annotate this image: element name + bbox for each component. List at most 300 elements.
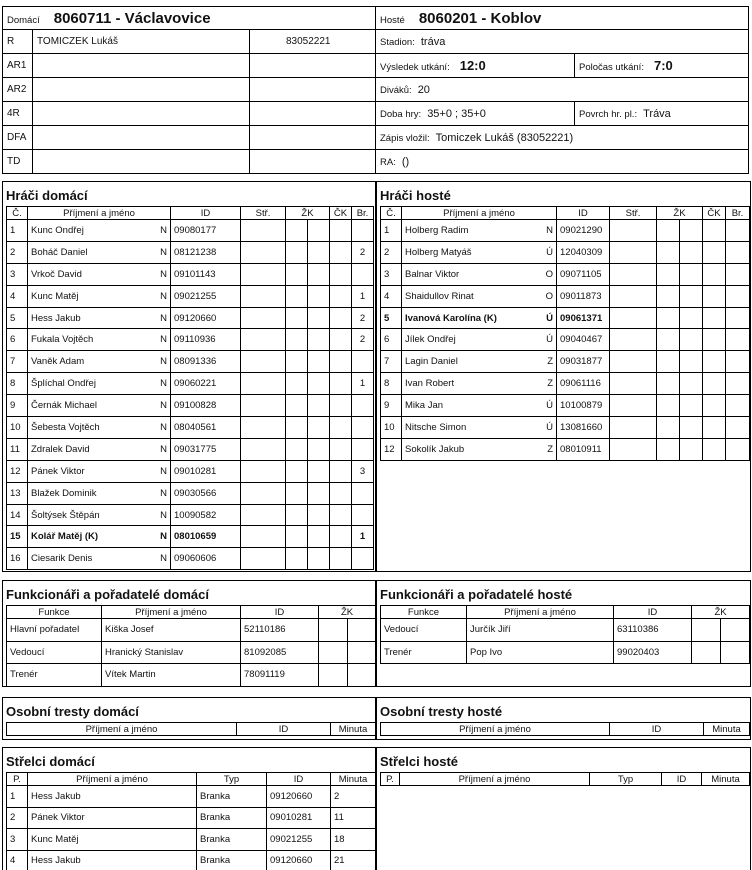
column-header: Typ: [197, 773, 267, 786]
column-header: ČK: [703, 207, 726, 220]
shots-cell: [610, 307, 657, 329]
player-id: 09040467: [557, 329, 610, 351]
player-name: Mika Jan: [405, 400, 444, 412]
penalties-away-title: Osobní tresty hosté: [380, 704, 503, 719]
player-name: Nitsche Simon: [405, 421, 467, 433]
referee-role: TD: [3, 150, 33, 174]
player-id: 09010281: [171, 460, 241, 482]
goal-type: Branka: [197, 807, 267, 829]
officials-away-title: Funkcionáři a pořadatelé hosté: [380, 587, 573, 602]
official-role: Vedoucí: [381, 619, 467, 642]
table-row: [381, 373, 750, 395]
yellow-card-cell: [348, 664, 376, 687]
player-category: N: [160, 246, 167, 258]
shots-cell: [241, 329, 286, 351]
goals-cell: [726, 220, 750, 242]
player-category: Z: [547, 443, 553, 455]
scorers-away-title: Střelci hosté: [380, 754, 459, 769]
referee-id: [250, 78, 376, 102]
column-header: P.: [7, 773, 28, 786]
player-category: N: [160, 312, 167, 324]
shots-cell: [241, 482, 286, 504]
scorers-home-table: [6, 772, 376, 870]
yellow-card-split: [286, 264, 308, 285]
goal-type: Branka: [197, 850, 267, 870]
scorers-away-section: [376, 747, 751, 870]
home-team-cell: [3, 7, 376, 30]
ra-value: (): [401, 155, 410, 168]
column-header: Příjmení a jméno: [381, 723, 610, 736]
player-number: 10: [7, 417, 28, 439]
yellow-card-cell: [286, 460, 330, 482]
players-home-title: Hráči domácí: [6, 188, 88, 203]
player-id: 08010911: [557, 438, 610, 460]
table-row: [7, 829, 376, 851]
yellow-card-cell: [657, 438, 703, 460]
player-id: 08040561: [171, 417, 241, 439]
scorer-id: 09120660: [267, 786, 331, 808]
player-name-cell: [28, 482, 171, 504]
yellow-card-cell: [286, 373, 330, 395]
table-row: [7, 460, 374, 482]
player-name: Vaněk Adam: [31, 356, 85, 368]
player-name: Šplíchal Ondřej: [31, 378, 96, 390]
player-name: Holberg Radim: [405, 224, 469, 236]
referee-role: DFA: [3, 126, 33, 150]
goal-type: Branka: [197, 829, 267, 851]
player-number: 4: [381, 285, 402, 307]
yellow-card-split: [657, 417, 680, 438]
red-card-cell: [330, 526, 352, 548]
column-header: Příjmení a jméno: [467, 606, 614, 619]
player-category: Z: [547, 378, 553, 390]
goals-cell: [726, 285, 750, 307]
goals-cell: [352, 220, 374, 242]
yellow-card-split: [286, 461, 308, 482]
player-id: 09061116: [557, 373, 610, 395]
column-header: Minuta: [331, 773, 376, 786]
player-name-cell: [402, 263, 557, 285]
player-name-cell: [402, 438, 557, 460]
player-number: 10: [381, 417, 402, 439]
column-header: Funkce: [7, 606, 102, 619]
red-card-cell: [330, 482, 352, 504]
red-card-cell: [330, 307, 352, 329]
goals-cell: [726, 263, 750, 285]
shots-cell: [241, 285, 286, 307]
recorder-cell: [376, 126, 749, 150]
yellow-card-split: [286, 526, 308, 547]
penalties-away-section: [376, 697, 751, 740]
player-number: 15: [7, 526, 28, 548]
player-name: Balnar Viktor: [405, 268, 460, 280]
referee-id: [250, 150, 376, 174]
away-caption: Hosté: [380, 14, 405, 26]
referee-role: R: [3, 30, 33, 54]
player-name-cell: [28, 329, 171, 351]
table-row: [381, 285, 750, 307]
stadium-value: tráva: [420, 35, 446, 48]
player-number: 12: [381, 438, 402, 460]
player-category: N: [160, 356, 167, 368]
official-role: Vedoucí: [7, 641, 102, 664]
table-row: [7, 786, 376, 808]
spectators-value: 20: [417, 83, 430, 96]
yellow-card-cell: [721, 619, 750, 642]
player-category: N: [160, 290, 167, 302]
shots-cell: [241, 373, 286, 395]
table-row: [381, 241, 750, 263]
player-name: Černák Michael: [31, 400, 97, 412]
yellow-card-cell: [286, 417, 330, 439]
yellow-card-split: [286, 505, 308, 526]
yellow-card-cell: [286, 263, 330, 285]
official-role: Trenér: [7, 664, 102, 687]
red-card-cell: [703, 220, 726, 242]
yellow-card-cell: [286, 241, 330, 263]
yellow-card-cell: [721, 641, 750, 664]
referee-name: [33, 54, 250, 78]
yellow-card-split: [657, 351, 680, 372]
player-number: 16: [7, 548, 28, 570]
player-name: Holberg Matyáš: [405, 246, 472, 258]
column-header: Příjmení a jméno: [28, 207, 171, 220]
player-id: 08121238: [171, 241, 241, 263]
scorer-id: 09120660: [267, 850, 331, 870]
scorers-home-title: Střelci domácí: [6, 754, 95, 769]
player-name: Pánek Viktor: [31, 465, 85, 477]
player-id: 09031877: [557, 351, 610, 373]
player-name-cell: [28, 438, 171, 460]
duration-cell: [376, 102, 575, 126]
player-id: 08010659: [171, 526, 241, 548]
scorer-order: 4: [7, 850, 28, 870]
red-card-cell: [330, 438, 352, 460]
scorers-home-section: [2, 747, 376, 870]
shots-cell: [610, 417, 657, 439]
player-number: 5: [381, 307, 402, 329]
player-name: Blažek Dominik: [31, 487, 97, 499]
player-id: 12040309: [557, 241, 610, 263]
player-name: Sokolík Jakub: [405, 443, 465, 455]
goals-cell: [352, 548, 374, 570]
shots-cell: [241, 438, 286, 460]
player-name-cell: [28, 220, 171, 242]
yellow-card-cell: [657, 263, 703, 285]
goal-minute: 21: [331, 850, 376, 870]
player-number: 9: [381, 395, 402, 417]
player-id: 09120660: [171, 307, 241, 329]
column-header: Typ: [590, 773, 662, 786]
player-category: O: [545, 290, 553, 302]
shots-cell: [610, 329, 657, 351]
column-header: ID: [237, 723, 331, 736]
column-header: Příjmení a jméno: [102, 606, 241, 619]
official-name: Pop Ivo: [467, 641, 614, 664]
table-row: [7, 307, 374, 329]
player-id: 09060221: [171, 373, 241, 395]
player-id: 10090582: [171, 504, 241, 526]
red-card-cell: [330, 263, 352, 285]
official-name: Vítek Martin: [102, 664, 241, 687]
shots-cell: [241, 307, 286, 329]
officials-away-header: [381, 606, 750, 619]
goals-cell: [726, 373, 750, 395]
yellow-card-split: [286, 242, 308, 263]
scorer-name: Hess Jakub: [28, 786, 197, 808]
goals-cell: [726, 329, 750, 351]
player-name-cell: [402, 220, 557, 242]
halftime-label: Poločas utkání:: [579, 62, 644, 73]
table-row: [7, 285, 374, 307]
goals-cell: [352, 438, 374, 460]
duration-label: Doba hry:: [380, 108, 422, 120]
ra-label: RA:: [380, 156, 396, 168]
spectators-label: Diváků:: [380, 84, 412, 96]
table-row: [381, 220, 750, 242]
official-role: Hlavní pořadatel: [7, 619, 102, 642]
player-number: 1: [7, 220, 28, 242]
yellow-card-cell: [692, 619, 721, 642]
red-card-cell: [703, 241, 726, 263]
official-role: Trenér: [381, 641, 467, 664]
player-name: Šebesta Vojtěch: [31, 421, 100, 433]
yellow-card-split: [286, 395, 308, 416]
player-category: N: [160, 465, 167, 477]
goals-cell: 2: [352, 307, 374, 329]
player-number: 2: [7, 241, 28, 263]
goals-cell: [726, 438, 750, 460]
goals-cell: [726, 241, 750, 263]
referee-id: [250, 102, 376, 126]
player-id: 13081660: [557, 417, 610, 439]
player-name: Kolář Matěj (K): [31, 531, 99, 543]
yellow-card-cell: [657, 373, 703, 395]
player-number: 11: [7, 438, 28, 460]
player-category: N: [160, 400, 167, 412]
referee-id: 83052221: [250, 30, 376, 54]
player-name: Kunc Matěj: [31, 290, 79, 302]
player-number: 1: [381, 220, 402, 242]
shots-cell: [241, 460, 286, 482]
shots-cell: [610, 438, 657, 460]
referee-name: [33, 126, 250, 150]
player-number: 12: [7, 460, 28, 482]
player-number: 3: [381, 263, 402, 285]
officials-home-title: Funkcionáři a pořadatelé domácí: [6, 587, 209, 602]
goal-type: Branka: [197, 786, 267, 808]
scorer-name: Hess Jakub: [28, 850, 197, 870]
yellow-card-cell: [657, 351, 703, 373]
shots-cell: [241, 241, 286, 263]
official-name: Jurčík Jiří: [467, 619, 614, 642]
player-category: N: [160, 509, 167, 521]
player-name-cell: [28, 460, 171, 482]
scorer-name: Kunc Matěj: [28, 829, 197, 851]
table-row: [381, 619, 750, 642]
scorers-away-table: [380, 772, 750, 786]
column-header: ŽK: [319, 606, 376, 619]
column-header: Minuta: [331, 723, 376, 736]
away-team-cell: [376, 7, 749, 30]
spectators-cell: [376, 78, 749, 102]
match-header: [2, 6, 749, 174]
goal-minute: 11: [331, 807, 376, 829]
column-header: ČK: [330, 207, 352, 220]
official-id: 63110386: [614, 619, 692, 642]
yellow-card-cell: [319, 664, 348, 687]
yellow-card-cell: [657, 241, 703, 263]
players-away-section: [376, 181, 751, 572]
red-card-cell: [703, 285, 726, 307]
yellow-card-cell: [319, 641, 348, 664]
yellow-card-cell: [657, 329, 703, 351]
column-header: ID: [610, 723, 704, 736]
table-row: [7, 329, 374, 351]
player-category: Ú: [546, 246, 553, 258]
column-header: ŽK: [692, 606, 750, 619]
shots-cell: [610, 263, 657, 285]
shots-cell: [610, 395, 657, 417]
surface-cell: [575, 102, 749, 126]
yellow-card-cell: [286, 548, 330, 570]
player-number: 8: [7, 373, 28, 395]
penalties-away-table: [380, 722, 750, 736]
player-number: 4: [7, 285, 28, 307]
column-header: ID: [267, 773, 331, 786]
official-id: 81092085: [241, 641, 319, 664]
shots-cell: [241, 351, 286, 373]
red-card-cell: [703, 417, 726, 439]
goals-cell: [352, 482, 374, 504]
player-id: 09060606: [171, 548, 241, 570]
player-category: Ú: [546, 400, 553, 412]
player-name-cell: [402, 395, 557, 417]
player-category: N: [160, 378, 167, 390]
player-name-cell: [402, 417, 557, 439]
yellow-card-split: [657, 220, 680, 241]
player-id: 09061371: [557, 307, 610, 329]
column-header: Č.: [381, 207, 402, 220]
column-header: Příjmení a jméno: [400, 773, 590, 786]
yellow-card-split: [657, 395, 680, 416]
players-home-table: [6, 206, 374, 570]
player-category: N: [160, 553, 167, 565]
referee-name: [33, 102, 250, 126]
column-header: Br.: [726, 207, 750, 220]
player-name-cell: [28, 417, 171, 439]
player-name: Ivan Robert: [405, 378, 455, 390]
red-card-cell: [330, 504, 352, 526]
player-name-cell: [402, 329, 557, 351]
players-home-section: [2, 181, 376, 572]
player-id: 09021255: [171, 285, 241, 307]
player-number: 7: [7, 351, 28, 373]
away-team-name: 8060201 - Koblov: [418, 9, 542, 27]
red-card-cell: [330, 548, 352, 570]
table-row: [7, 241, 374, 263]
result-cell: [376, 54, 575, 78]
player-id: 09101143: [171, 263, 241, 285]
red-card-cell: [703, 263, 726, 285]
yellow-card-cell: [286, 526, 330, 548]
player-id: 09021290: [557, 220, 610, 242]
recorder-label: Zápis vložil:: [380, 132, 430, 144]
home-team-name: 8060711 - Václavovice: [53, 9, 211, 27]
yellow-card-cell: [286, 351, 330, 373]
yellow-card-cell: [286, 307, 330, 329]
player-category: N: [160, 224, 167, 236]
column-header: ID: [241, 606, 319, 619]
player-category: N: [160, 487, 167, 499]
referee-name: [33, 78, 250, 102]
player-category: Ú: [546, 312, 553, 324]
player-number: 8: [381, 373, 402, 395]
player-name-cell: [28, 263, 171, 285]
players-away-table: [380, 206, 750, 461]
player-id: 09031775: [171, 438, 241, 460]
player-name: Hess Jakub: [31, 312, 81, 324]
player-name-cell: [28, 307, 171, 329]
player-name-cell: [402, 373, 557, 395]
player-name: Shaidullov Rinat: [405, 290, 474, 302]
player-number: 7: [381, 351, 402, 373]
column-header: ŽK: [657, 207, 703, 220]
table-row: [381, 438, 750, 460]
yellow-card-cell: [286, 285, 330, 307]
red-card-cell: [330, 395, 352, 417]
scorer-order: 2: [7, 807, 28, 829]
goals-cell: 1: [352, 285, 374, 307]
player-number: 13: [7, 482, 28, 504]
red-card-cell: [703, 438, 726, 460]
goals-cell: [726, 351, 750, 373]
yellow-card-cell: [348, 641, 376, 664]
player-name: Ciesarik Denis: [31, 553, 93, 565]
column-header: Stř.: [610, 207, 657, 220]
column-header: P.: [381, 773, 400, 786]
yellow-card-split: [657, 329, 680, 350]
player-number: 5: [7, 307, 28, 329]
player-id: 09071105: [557, 263, 610, 285]
ra-cell: [376, 150, 749, 174]
officials-home-section: [2, 580, 376, 687]
yellow-card-split: [657, 264, 680, 285]
player-category: N: [160, 531, 167, 543]
player-id: 09080177: [171, 220, 241, 242]
yellow-card-split: [286, 329, 308, 350]
shots-cell: [241, 263, 286, 285]
duration-value: 35+0 ; 35+0: [427, 107, 486, 120]
column-header: ID: [662, 773, 702, 786]
players-home-header: [7, 207, 374, 220]
player-id: 09011873: [557, 285, 610, 307]
player-category: N: [546, 224, 553, 236]
table-row: [7, 417, 374, 439]
shots-cell: [610, 351, 657, 373]
table-row: [381, 417, 750, 439]
yellow-card-split: [286, 483, 308, 504]
player-category: O: [545, 268, 553, 280]
yellow-card-split: [286, 373, 308, 394]
yellow-card-split: [286, 417, 308, 438]
table-row: [7, 482, 374, 504]
referee-role: AR1: [3, 54, 33, 78]
table-row: [7, 850, 376, 870]
yellow-card-cell: [286, 482, 330, 504]
goals-cell: [726, 307, 750, 329]
player-name-cell: [28, 373, 171, 395]
